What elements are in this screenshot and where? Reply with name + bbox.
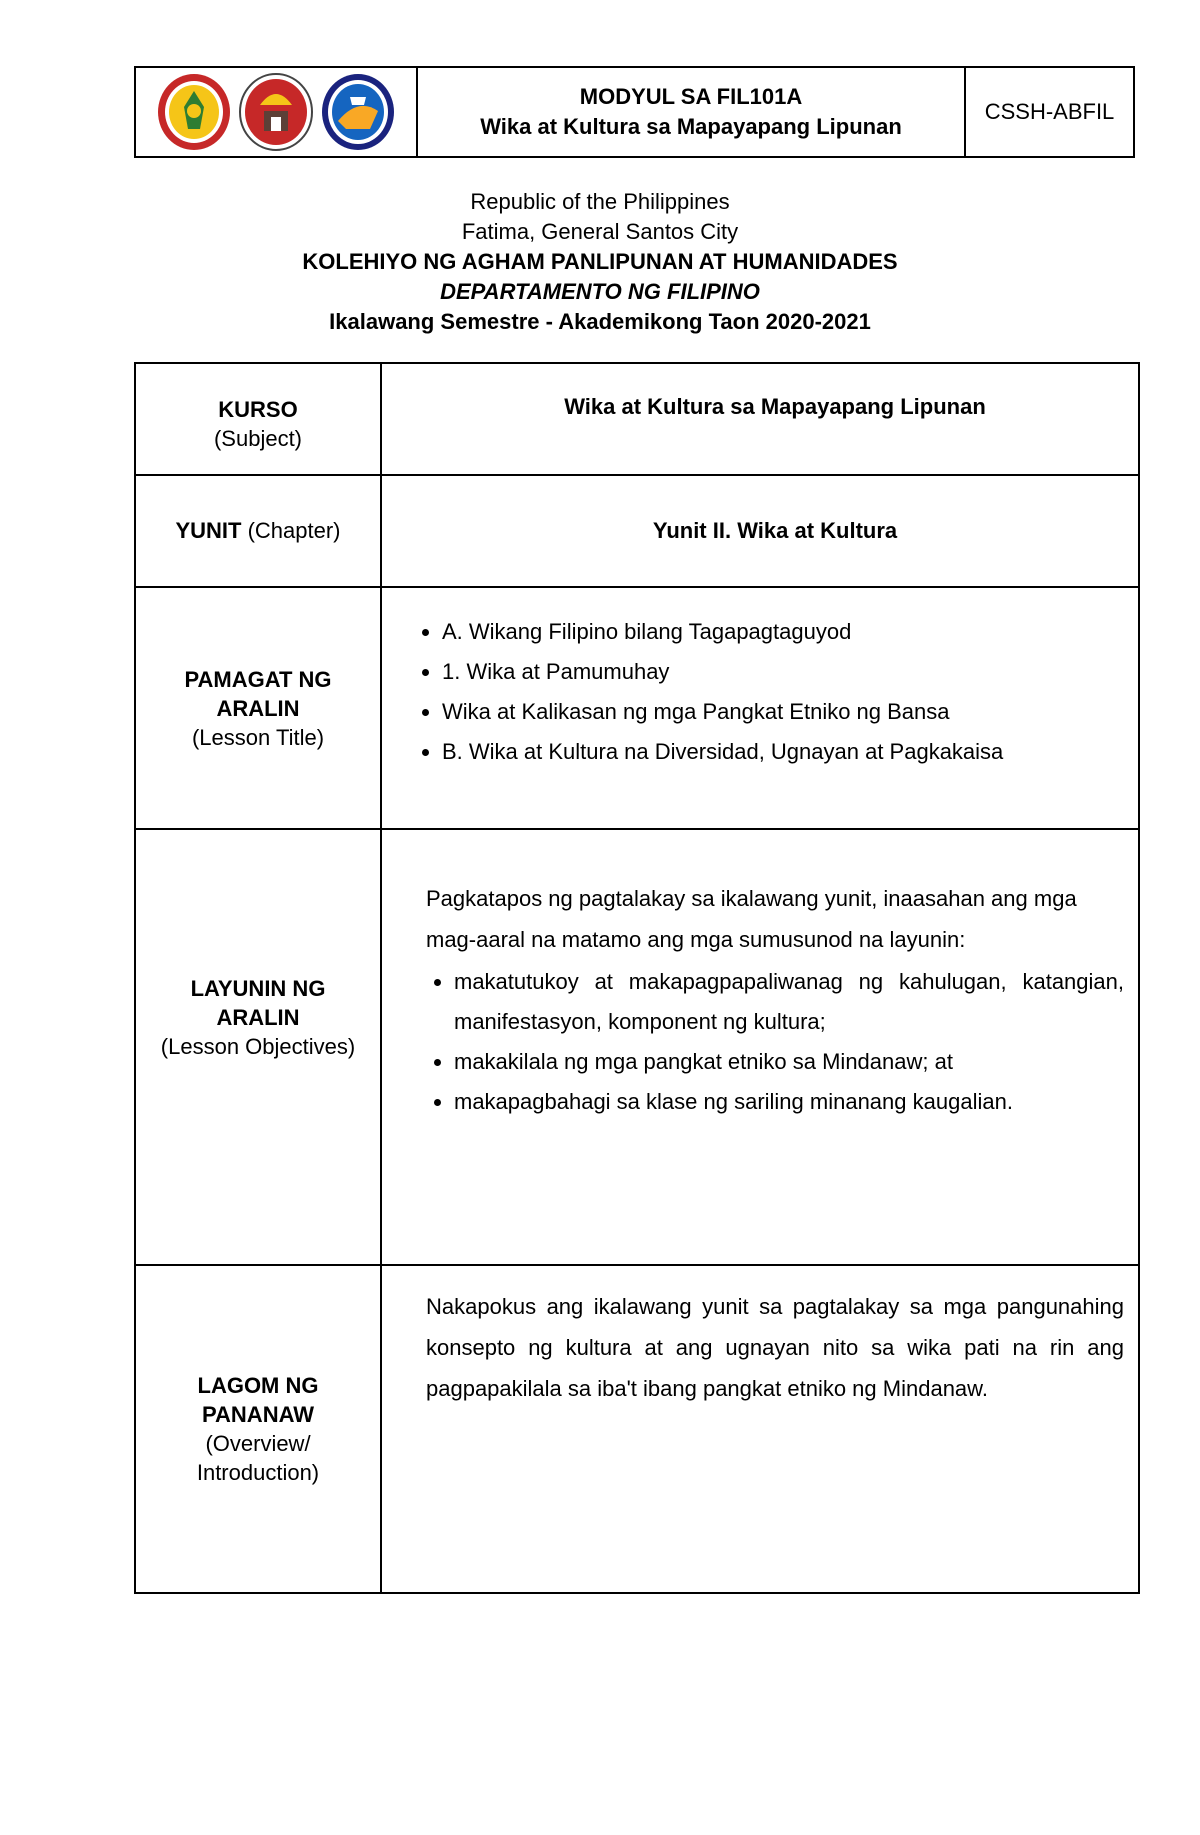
row-layunin — [135, 829, 1139, 1265]
label-cell — [135, 1265, 381, 1593]
pamagat-sublabel: (Lesson Title) — [191, 724, 325, 750]
label-cell — [135, 475, 381, 587]
semester-line: Ikalawang Semestre - Akademikong Taon 2020-2021 — [329, 309, 871, 334]
row-yunit — [135, 475, 1139, 587]
layunin-label-line1: LAYUNIN NG — [190, 975, 326, 1001]
college-seal-icon — [238, 71, 314, 153]
location-line: Fatima, General Santos City — [461, 219, 739, 244]
institution-block — [0, 187, 1200, 337]
label-cell — [135, 363, 381, 475]
list-item: • makatutukoy at makapagpapaliwanag ng kahulugan, katangian, manifestasyon, komponent ng kultura; — [454, 962, 1124, 1042]
row-pamagat — [135, 587, 1139, 829]
value-cell — [381, 1265, 1139, 1593]
objectives-intro: Pagkatapos ng pagtalakay sa ikalawang yunit, inaasahan ang mga mag-aaral na matamo ang mga sumusunod na layunin: — [426, 886, 1077, 952]
course-info-table — [134, 362, 1140, 1594]
layunin-sublabel: (Lesson Objectives) — [160, 1033, 356, 1059]
list-item: • makapagbahagi sa klase ng sariling minanang kaugalian. — [454, 1082, 1124, 1122]
value-cell — [381, 829, 1139, 1265]
kurso-label: KURSO — [218, 397, 298, 422]
department-name: DEPARTAMENTO NG FILIPINO — [440, 279, 760, 304]
value-cell — [381, 587, 1139, 829]
kurso-sublabel: (Subject) — [213, 426, 303, 451]
value-cell — [381, 363, 1139, 475]
lagom-sublabel-line2: Introduction) — [196, 1460, 320, 1485]
list-item: • Wika at Kalikasan ng mga Pangkat Etniko ng Bansa — [442, 692, 1124, 732]
module-title: MODYUL SA FIL101A — [579, 84, 803, 109]
layunin-label-line2: ARALIN — [216, 1004, 300, 1030]
lagom-label-line1: LAGOM NG — [197, 1373, 319, 1398]
module-title-cell — [418, 68, 966, 156]
yunit-sublabel: (Chapter) — [241, 518, 341, 543]
college-name: KOLEHIYO NG AGHAM PANLIPUNAN AT HUMANIDADES — [302, 249, 898, 274]
lagom-sublabel-line1: (Overview/ — [205, 1431, 311, 1456]
row-kurso — [135, 363, 1139, 475]
value-cell — [381, 475, 1139, 587]
label-cell — [135, 587, 381, 829]
overview-text: Nakapokus ang ikalawang yunit sa pagtalakay sa mga pangunahing konsepto ng kultura at ang ugnayan nito sa wika pati na rin ang pagpapakilala sa iba't ibang pangkat etniko ng Mindanaw. — [426, 1294, 1124, 1401]
country-line: Republic of the Philippines — [470, 189, 730, 214]
university-seal-icon — [156, 71, 232, 153]
list-item: • A. Wikang Filipino bilang Tagapagtaguyod — [442, 612, 1124, 652]
lagom-label-line2: PANANAW — [201, 1402, 315, 1427]
label-cell — [135, 829, 381, 1265]
module-subtitle: Wika at Kultura sa Mapayapang Lipunan — [480, 114, 902, 139]
pamagat-label-line1: PAMAGAT NG — [184, 666, 332, 692]
list-item: • 1. Wika at Pamumuhay — [442, 652, 1124, 692]
logos-cell — [136, 68, 418, 156]
department-seal-icon — [320, 71, 396, 153]
list-item: • B. Wika at Kultura na Diversidad, Ugnayan at Pagkakaisa — [442, 732, 1124, 772]
lesson-title-list — [414, 612, 1124, 772]
module-code: CSSH-ABFIL — [984, 99, 1115, 124]
yunit-value: Yunit II. Wika at Kultura — [652, 518, 898, 543]
row-lagom — [135, 1265, 1139, 1593]
yunit-label: YUNIT — [175, 518, 242, 543]
kurso-value: Wika at Kultura sa Mapayapang Lipunan — [564, 394, 986, 419]
list-item: • makakilala ng mga pangkat etniko sa Mindanaw; at — [454, 1042, 1124, 1082]
module-header — [134, 66, 1135, 158]
objectives-list — [426, 962, 1124, 1122]
pamagat-label-line2: ARALIN — [216, 695, 300, 721]
